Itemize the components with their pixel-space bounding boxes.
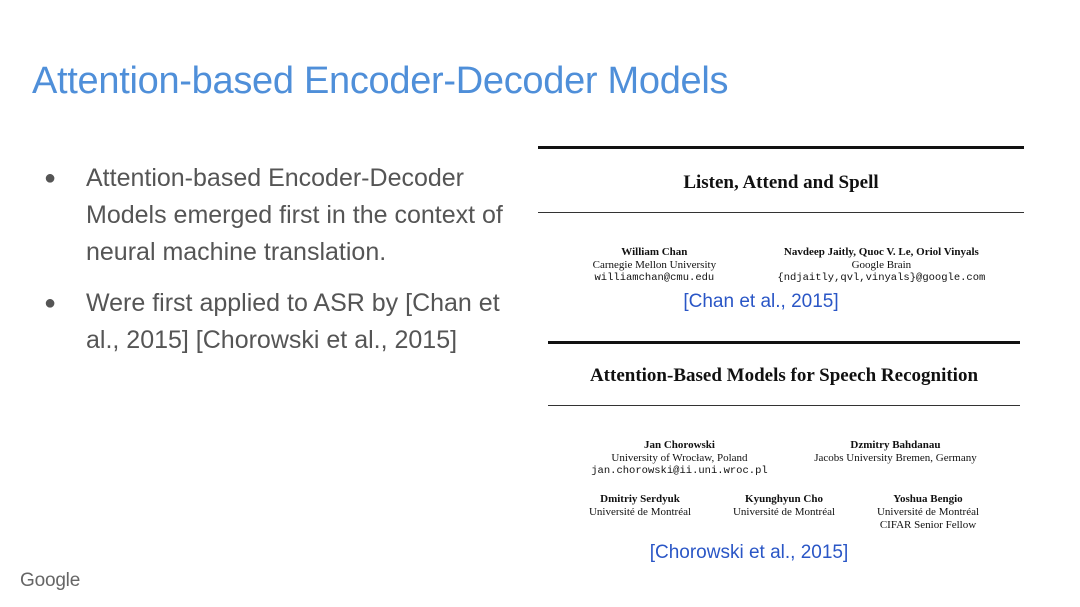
author-block	[589, 493, 691, 532]
paper-title-rule	[548, 405, 1020, 406]
bullet-text: Attention-based Encoder-Decoder Models emerged first in the context of neural machine translation.	[86, 164, 503, 266]
paper-top-rule	[548, 341, 1020, 344]
author-affiliation: Université de Montréal	[588, 506, 692, 518]
author-name: Jan Chorowski	[643, 439, 715, 451]
author-block	[877, 493, 979, 532]
author-affiliation: Google Brain	[851, 259, 912, 271]
paper-authors	[538, 246, 1024, 285]
bullet-item-nmt	[40, 160, 510, 271]
author-name: William Chan	[621, 246, 688, 258]
author-name: Navdeep Jaitly, Quoc V. Le, Oriol Vinyals	[783, 246, 979, 258]
author-affiliation: Jacobs University Bremen, Germany	[814, 452, 977, 464]
author-affiliation: Université de Montréal	[732, 506, 836, 518]
author-block	[593, 246, 716, 285]
bullet-list	[40, 160, 510, 373]
paper-title: Listen, Attend and Spell	[683, 172, 879, 193]
paper-top-rule	[538, 146, 1024, 149]
author-email: jan.chorowski@ii.uni.wroc.pl	[591, 465, 768, 477]
bullet-item-asr	[40, 285, 510, 359]
slide-title: Attention-based Encoder-Decoder Models	[32, 60, 729, 102]
author-block	[591, 439, 767, 478]
bullet-text: Were first applied to ASR by [Chan et al., 2015] [Chorowski et al., 2015]	[86, 289, 500, 354]
author-block	[814, 439, 977, 478]
bullet-marker: ●	[44, 292, 57, 314]
paper-authors-row-2	[548, 493, 1020, 532]
google-logo: Google	[20, 570, 81, 591]
author-affiliation: Université de Montréal	[876, 506, 980, 518]
author-block	[777, 246, 985, 285]
paper-authors-row-1	[548, 439, 1020, 478]
author-block	[733, 493, 835, 532]
paper-title-rule	[538, 212, 1024, 213]
citation-chorowski: [Chorowski et al., 2015]	[649, 542, 849, 563]
author-affiliation-extra: CIFAR Senior Fellow	[879, 519, 977, 531]
author-name: Dmitriy Serdyuk	[600, 493, 680, 505]
author-name: Yoshua Bengio	[893, 493, 963, 505]
author-affiliation: Carnegie Mellon University	[592, 259, 717, 271]
author-email: williamchan@cmu.edu	[594, 272, 715, 284]
paper-excerpt-chorowski	[548, 341, 1020, 564]
author-email: {ndjaitly,qvl,vinyals}@google.com	[777, 272, 986, 284]
paper-excerpt-las	[538, 146, 1024, 313]
author-affiliation: University of Wrocław, Poland	[611, 452, 748, 464]
paper-title: Attention-Based Models for Speech Recognition	[589, 365, 979, 386]
citation-chan: [Chan et al., 2015]	[683, 291, 839, 312]
author-name: Dzmitry Bahdanau	[850, 439, 941, 451]
author-name: Kyunghyun Cho	[745, 493, 823, 505]
bullet-marker: ●	[44, 167, 57, 189]
